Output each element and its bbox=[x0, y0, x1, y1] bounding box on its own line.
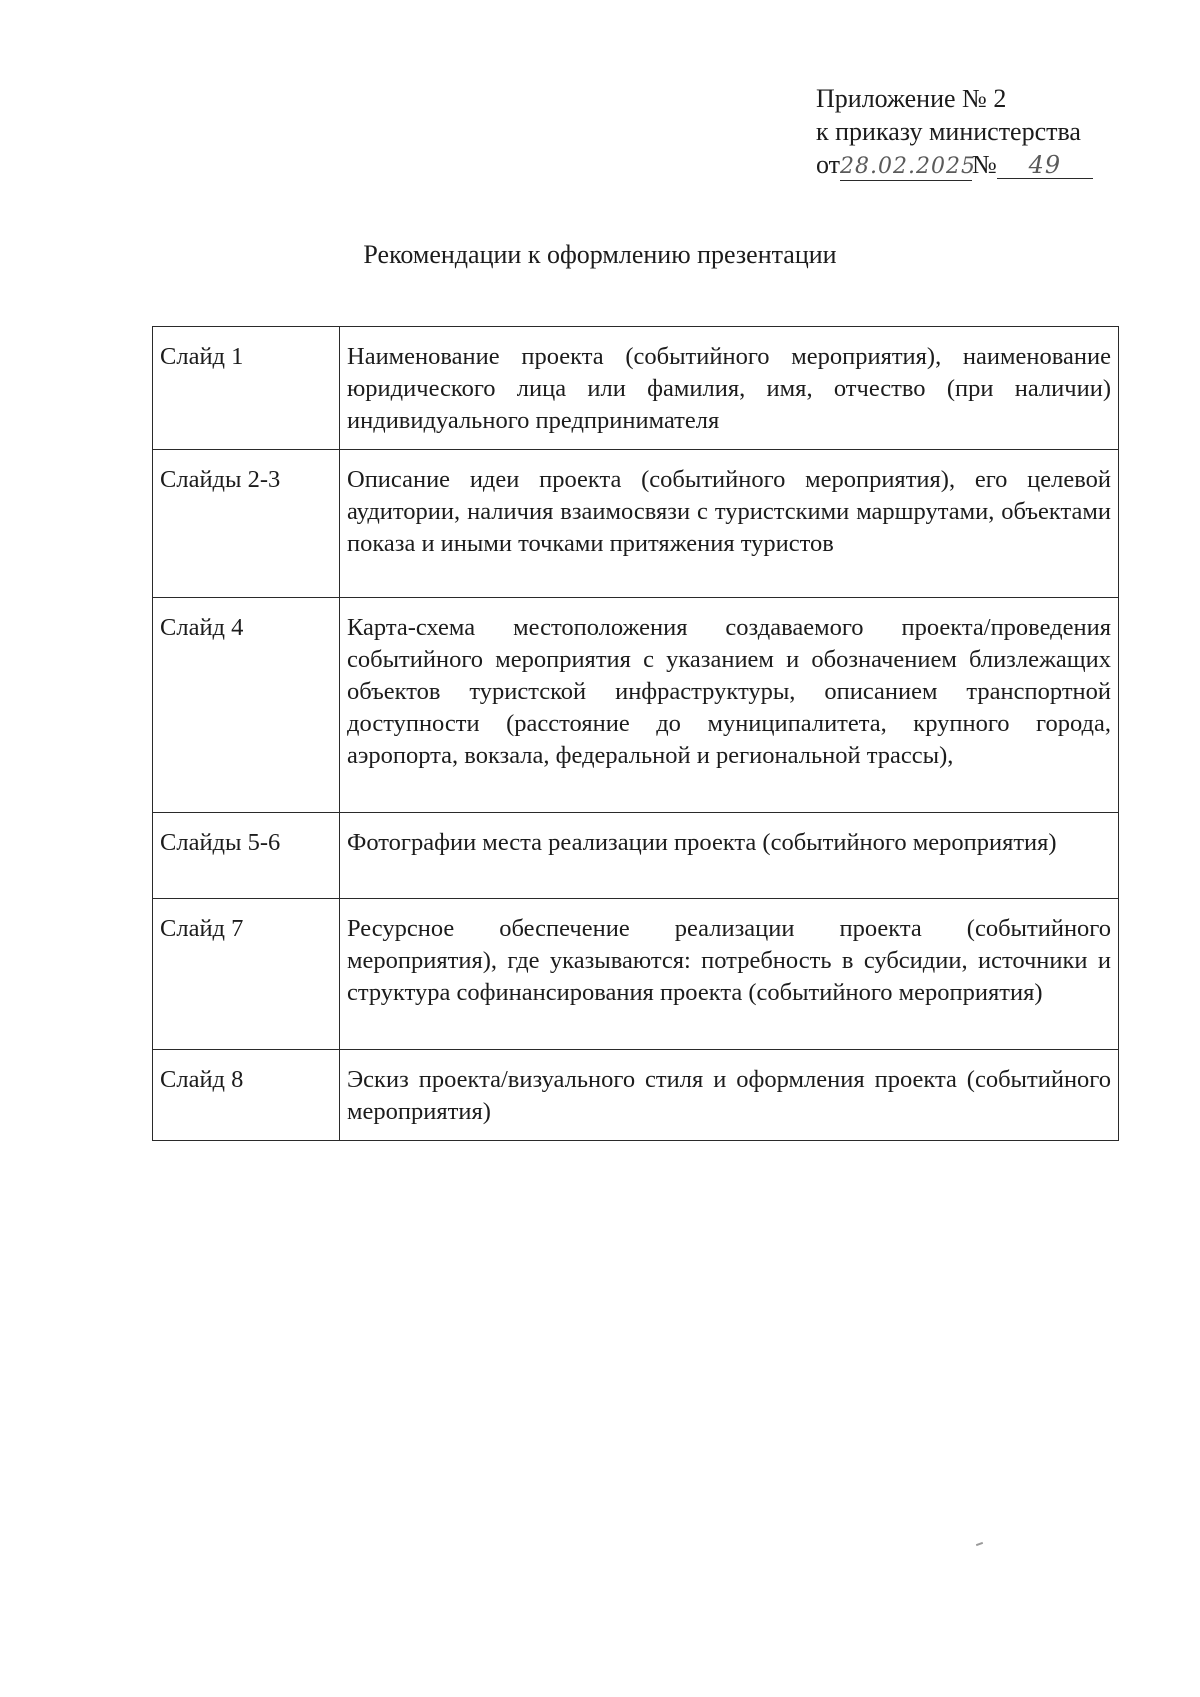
slide-label: Слайд 8 bbox=[153, 1050, 340, 1141]
slide-description: Наименование проекта (событийного мероприятия), наименование юридического лица или фамилия, имя, отчество (при наличии) индивидуального предпринимателя bbox=[340, 327, 1119, 450]
slide-label: Слайд 1 bbox=[153, 327, 340, 450]
date-prefix: от bbox=[816, 150, 841, 179]
slide-description: Карта-схема местоположения создаваемого проекта/проведения событийного мероприятия с указанием и обозначением близлежащих объектов туристской инфраструктуры, описанием транспортной доступности (расстояние до муниципалитета, крупного города, аэропорта, вокзала, федеральной и региональной трассы), bbox=[340, 598, 1119, 813]
slide-label: Слайды 5-6 bbox=[153, 813, 340, 899]
table-row bbox=[153, 450, 1119, 598]
table-row bbox=[153, 327, 1119, 450]
table-row bbox=[153, 1050, 1119, 1141]
order-date-number-line bbox=[816, 148, 1116, 181]
slide-label: Слайд 7 bbox=[153, 899, 340, 1050]
number-prefix: № bbox=[972, 150, 997, 179]
slide-description: Ресурсное обеспечение реализации проекта (событийного мероприятия), где указываются: потребность в субсидии, источники и структура софинансирования проекта (событийного мероприятия) bbox=[340, 899, 1119, 1050]
appendix-header bbox=[816, 82, 1116, 181]
slide-description: Фотографии места реализации проекта (событийного мероприятия) bbox=[340, 813, 1119, 899]
slide-label: Слайд 4 bbox=[153, 598, 340, 813]
page-title: Рекомендации к оформлению презентации bbox=[363, 240, 837, 269]
slide-description: Описание идеи проекта (событийного мероприятия), его целевой аудитории, наличия взаимосвязи с туристскими маршрутами, объектами показа и иными точками притяжения туристов bbox=[340, 450, 1119, 598]
scan-artifact bbox=[976, 1542, 983, 1546]
handwritten-order-number: 49 bbox=[997, 152, 1093, 179]
appendix-number: Приложение № 2 bbox=[816, 84, 1007, 113]
table-row bbox=[153, 813, 1119, 899]
recommendations-table bbox=[152, 326, 1119, 1141]
order-reference: к приказу министерства bbox=[816, 117, 1081, 146]
table-row bbox=[153, 598, 1119, 813]
table-row bbox=[153, 899, 1119, 1050]
handwritten-date: 28.02.2025 bbox=[840, 154, 976, 179]
slide-description: Эскиз проекта/визуального стиля и оформления проекта (событийного мероприятия) bbox=[340, 1050, 1119, 1141]
slide-label: Слайды 2-3 bbox=[153, 450, 340, 598]
